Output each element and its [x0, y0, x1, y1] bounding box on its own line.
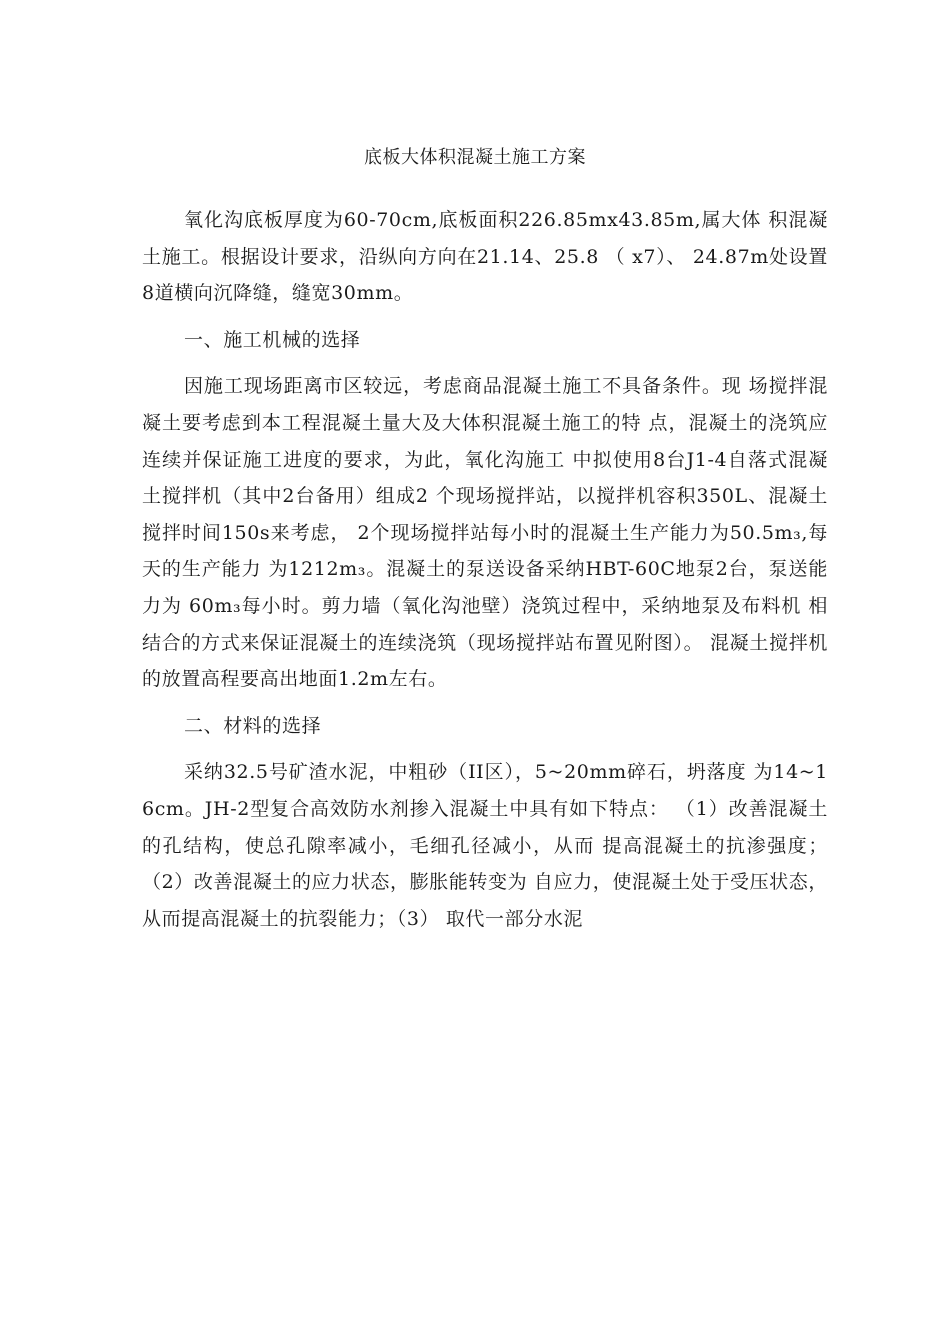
document-title: 底板大体积混凝土施工方案 — [364, 147, 586, 168]
section-2-paragraph: 采纳32.5号矿渣水泥，中粗砂（II区），5~20mm碎石，坍落度 为14~16cm。JH-2型复合高效防水剂掺入混凝土中具有如下特点： （1）改善混凝土的孔结构，使总孔隙率减小，毛细孔径减小，从而 提高混凝土的抗渗强度；（2）改善混凝土的应力状态，膨胀能转变为 自应力，使混凝土处于受压状态，从而提高混凝土的抗裂能力；（3） 取代一部分水泥 — [142, 761, 828, 930]
intro-paragraph: 氧化沟底板厚度为60-70cm,底板面积226.85mx43.85m,属大体 积混凝土施工。根据设计要求，沿纵向方向在21.14、25.8 （ x7）、 24.87m处设置8道横向沉降缝，缝宽30mm。 — [142, 209, 828, 305]
section-1-heading: 一、施工机械的选择 — [184, 328, 361, 351]
section-1-paragraph: 因施工现场距离市区较远，考虑商品混凝土施工不具备条件。现 场搅拌混凝土要考虑到本工程混凝土量大及大体积混凝土施工的特 点，混凝土的浇筑应连续并保证施工进度的要求，为此，氧化沟施工 中拟使用8台J1-4自落式混凝土搅拌机（其中2台备用）组成2 个现场搅拌站，以搅拌机容积350L、混凝土搅拌时间150s来考虑， 2个现场搅拌站每小时的混凝土生产能力为50.5m₃,每天的生产能力 为1212m₃。混凝土的泵送设备采纳HBT-60C地泵2台，泵送能力为 60m₃每小时。剪力墙（氧化沟池壁）浇筑过程中，采纳地泵及布料机 相结合的方式来保证混凝土的连续浇筑（现场搅拌站布置见附图）。 混凝土搅拌机的放置高程要高出地面1.2m左右。 — [142, 375, 828, 691]
document-body — [142, 202, 828, 937]
section-2-heading: 二、材料的选择 — [184, 714, 322, 737]
